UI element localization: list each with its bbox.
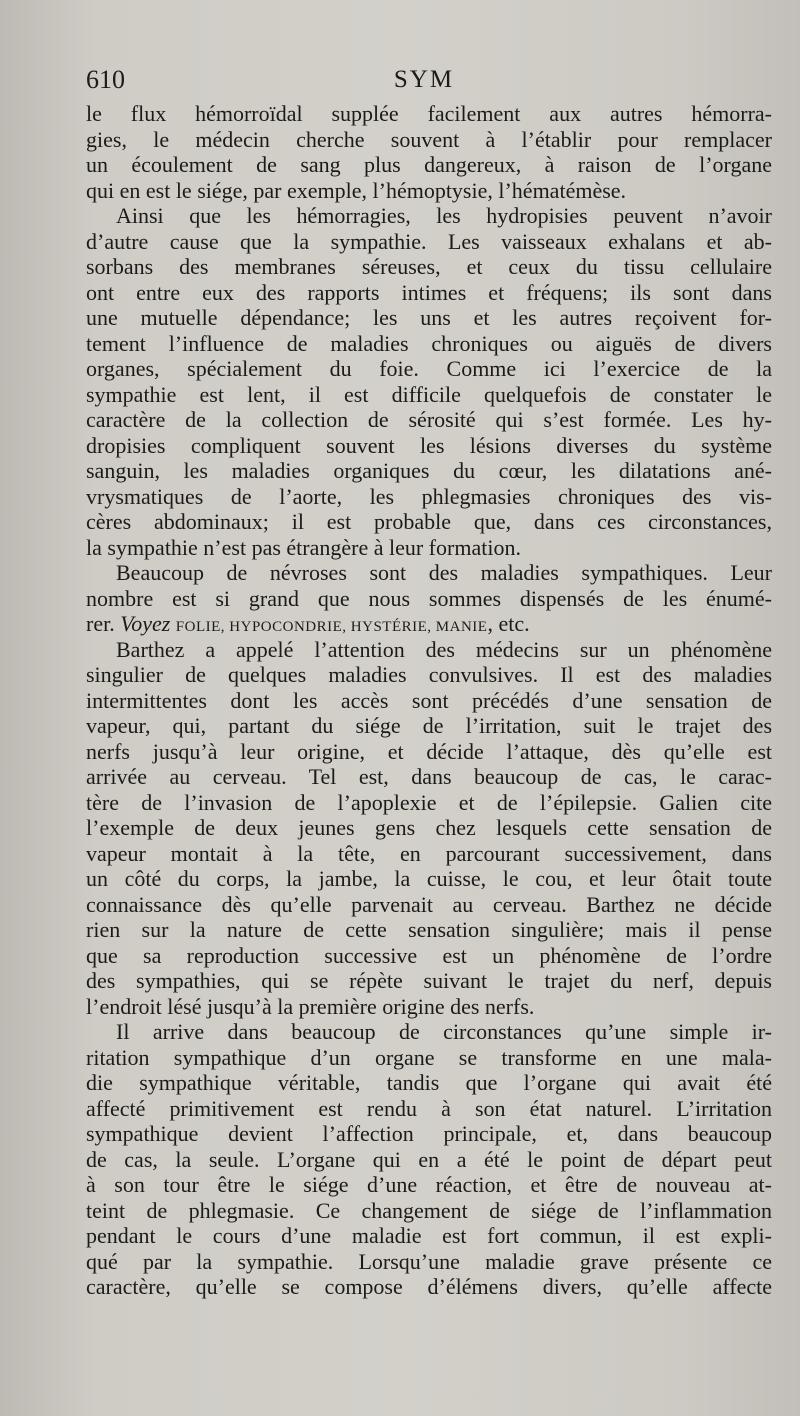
text-line-content: l’exemple de deux jeunes gens chez lesquels cette sensation de (86, 815, 772, 840)
text-line-content: connaissance dès qu’elle parvenait au cerveau. Barthez ne décide (86, 891, 772, 917)
text-line (86, 382, 772, 408)
page-header (86, 64, 762, 96)
text-line-content: singulier de quelques maladies convulsives. Il est des maladies (86, 662, 772, 687)
text-line-content: vrysmatiques de l’aorte, les phlegmasies chroniques des vis- (86, 483, 772, 509)
body-text (86, 101, 772, 1300)
text-line (86, 152, 772, 178)
text-line-content: tère de l’invasion de l’apoplexie et de l’épilepsie. Galien cite (86, 789, 772, 815)
text-line-content: la sympathie n’est pas étrangère à leur formation. (86, 534, 521, 560)
text-line-content: rer. (86, 611, 115, 636)
text-line (86, 662, 772, 688)
text-line-content: nerfs jusqu’à leur origine, et décide l’attaque, dès qu’elle est (86, 738, 772, 764)
text-line (86, 713, 772, 739)
text-line (86, 1172, 772, 1198)
text-line-content: cères abdominaux; il est probable que, dans ces circonstances, (86, 509, 772, 534)
text-line-content: pendant le cours d’une maladie est fort commun, il est expli- (86, 1223, 772, 1248)
text-line-content: caractère, qu’elle se compose d’élémens divers, qu’elle affecte (86, 1274, 772, 1299)
text-line (86, 356, 772, 382)
text-line (86, 866, 772, 892)
text-line (86, 509, 772, 535)
text-line (86, 127, 772, 153)
text-line-content: dropisies compliquent souvent les lésions diverses du système (86, 432, 772, 458)
text-line (86, 203, 772, 229)
text-line-content: affecté primitivement est rendu à son état naturel. L’irritation (86, 1095, 772, 1121)
text-line-content: qué par la sympathie. Lorsqu’une maladie grave présente ce (86, 1248, 772, 1274)
text-line (86, 280, 772, 306)
text-line (86, 254, 772, 280)
text-line-content: un côté du corps, la jambe, la cuisse, le cou, et leur ôtait toute (86, 866, 772, 891)
text-line-content: des sympathies, qui se répète suivant le trajet du nerf, depuis (86, 968, 772, 993)
text-line-content: Beaucoup de névroses sont des maladies sympathiques. Leur (116, 560, 772, 585)
text-line-content: organes, spécialement du foie. Comme ici l’exercice de la (86, 356, 772, 381)
text-line-content: Il arrive dans beaucoup de circonstances qu’une simple ir- (116, 1019, 772, 1044)
text-line (86, 790, 772, 816)
text-line (86, 1070, 772, 1096)
text-line-segment: Voyez (114, 611, 176, 636)
text-line-content: teint de phlegmasie. Ce changement de siége de l’inflammation (86, 1197, 772, 1223)
text-line (86, 458, 772, 484)
text-line (86, 815, 772, 841)
text-line-content: gies, le médecin cherche souvent à l’établir pour remplacer (86, 126, 772, 152)
text-line-content: qui en est le siége, par exemple, l’hémoptysie, l’hématémèse. (86, 177, 627, 203)
text-line (86, 433, 772, 459)
text-line-content: arrivée au cerveau. Tel est, dans beaucoup de cas, le carac- (86, 764, 772, 789)
text-line (86, 739, 772, 765)
text-line-content: que sa reproduction successive est un phénomène de l’ordre (86, 942, 772, 968)
text-line (86, 943, 772, 969)
text-line-segment: , etc. (487, 611, 530, 636)
text-line-content: intermittentes dont les accès sont précédés d’une sensation de (86, 687, 772, 713)
text-line-content: le flux hémorroïdal supplée facilement aux autres hémorra- (86, 101, 772, 126)
text-line (86, 917, 772, 943)
text-line (86, 1121, 772, 1147)
text-line-content: tement l’influence de maladies chroniques ou aiguës de divers (86, 330, 772, 356)
text-line-content: vapeur montait à la tête, en parcourant successivement, dans (86, 840, 772, 866)
text-line-content: sympathie est lent, il est difficile quelquefois de constater le (86, 381, 772, 407)
text-line-content: d’autre cause que la sympathie. Les vaisseaux exhalans et ab- (86, 228, 772, 254)
text-line-segment: FOLIE, HYPOCONDRIE, HYSTÉRIE, MANIE (175, 619, 488, 635)
text-line-content: vapeur, qui, partant du siége de l’irritation, suit le trajet des (86, 713, 772, 738)
text-line-content: l’endroit lésé jusqu’à la première origine des nerfs. (86, 993, 535, 1019)
text-line (86, 841, 772, 867)
text-line-content: rien sur la nature de cette sensation singulière; mais il pense (86, 917, 772, 942)
text-line (86, 1147, 772, 1173)
text-line (86, 1198, 772, 1224)
text-line (86, 994, 772, 1020)
text-line-content: caractère de la collection de sérosité qui s’est formée. Les hy- (86, 407, 772, 432)
text-line (86, 535, 772, 561)
text-line (86, 968, 772, 994)
text-line-content: nombre est si grand que nous sommes dispensés de les énumé- (86, 585, 772, 611)
text-line-content: sympathique devient l’affection principale, et, dans beaucoup (86, 1121, 772, 1146)
text-line-content: ont entre eux des rapports intimes et fréquens; ils sont dans (86, 279, 772, 305)
text-line (86, 1096, 772, 1122)
page-number: 610 (86, 65, 125, 94)
text-line-content: une mutuelle dépendance; les uns et les autres reçoivent for- (86, 305, 772, 330)
text-line (86, 407, 772, 433)
text-line (86, 101, 772, 127)
text-line (86, 892, 772, 918)
text-line (86, 178, 772, 204)
text-line (86, 764, 772, 790)
text-line (86, 484, 772, 510)
text-line-content: die sympathique véritable, tandis que l’organe qui avait été (86, 1070, 772, 1095)
text-line (86, 611, 772, 637)
running-head: SYM (393, 66, 455, 93)
text-line-content: un écoulement de sang plus dangereux, à raison de l’organe (86, 152, 772, 177)
text-line (86, 331, 772, 357)
text-line-content: de cas, la seule. L’organe qui en a été le point de départ peut (86, 1146, 772, 1172)
text-line (86, 1274, 772, 1300)
text-line-content: sanguin, les maladies organiques du cœur, les dilatations ané- (86, 458, 772, 483)
text-line (86, 586, 772, 612)
text-line (86, 637, 772, 663)
text-line (86, 688, 772, 714)
text-line (86, 560, 772, 586)
text-line (86, 1019, 772, 1045)
text-line-content: Barthez a appelé l’attention des médecins sur un phénomène (116, 636, 772, 662)
text-line (86, 1045, 772, 1071)
text-line (86, 305, 772, 331)
text-line (86, 229, 772, 255)
text-line-content: sorbans des membranes séreuses, et ceux du tissu cellulaire (86, 254, 772, 279)
text-line-content: Ainsi que les hémorragies, les hydropisies peuvent n’avoir (116, 203, 772, 228)
text-line-content: à son tour être le siége d’une réaction, et être de nouveau at- (86, 1172, 772, 1197)
text-line-content: ritation sympathique d’un organe se transforme en une mala- (86, 1044, 772, 1070)
text-line (86, 1249, 772, 1275)
text-line (86, 1223, 772, 1249)
